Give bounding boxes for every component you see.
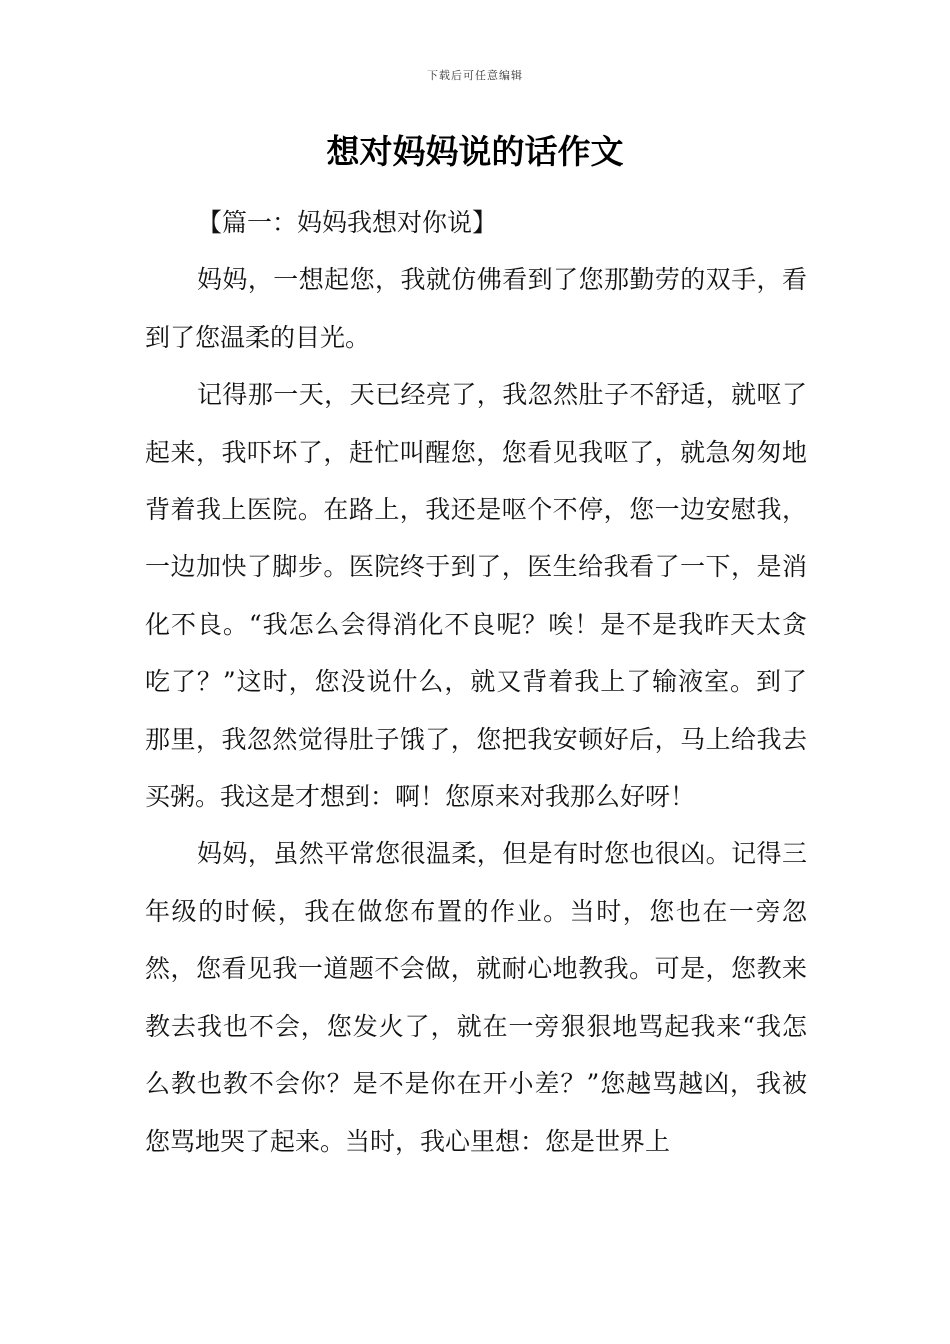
paragraph: 记得那一天，天已经亮了，我忽然肚子不舒适，就呕了起来，我吓坏了，赶忙叫醒您，您看见我呕了，就急匆匆地背着我上医院。在路上，我还是呕个不停，您一边安慰我，一边加快了脚步。医院终于到了，医生给我看了一下，是消化不良。“我怎么会得消化不良呢？唉！是不是我昨天太贪吃了？”这时，您没说什么，就又背着我上了输液室。到了那里，我忽然觉得肚子饿了，您把我安顿好后，马上给我去买粥。我这是才想到：啊！您原来对我那么好呀！ bbox=[145, 380, 807, 812]
paragraph: 妈妈，虽然平常您很温柔，但是有时您也很凶。记得三年级的时候，我在做您布置的作业。当时，您也在一旁忽然，您看见我一道题不会做，就耐心地教我。可是，您教来教去我也不会，您发火了，就在一旁狠狠地骂起我来“我怎么教也教不会你？是不是你在开小差？”您越骂越凶，我被您骂地哭了起来。当时，我心里想：您是世界上 bbox=[145, 839, 807, 1156]
document-body bbox=[145, 194, 807, 1170]
header-note: 下载后可任意编辑 bbox=[427, 69, 523, 82]
document-title: 想对妈妈说的话作文 bbox=[326, 132, 624, 171]
paragraph: 妈妈，一想起您，我就仿佛看到了您那勤劳的双手，看到了您温柔的目光。 bbox=[145, 265, 807, 352]
section-heading: 【篇一：妈妈我想对你说】 bbox=[197, 208, 498, 237]
